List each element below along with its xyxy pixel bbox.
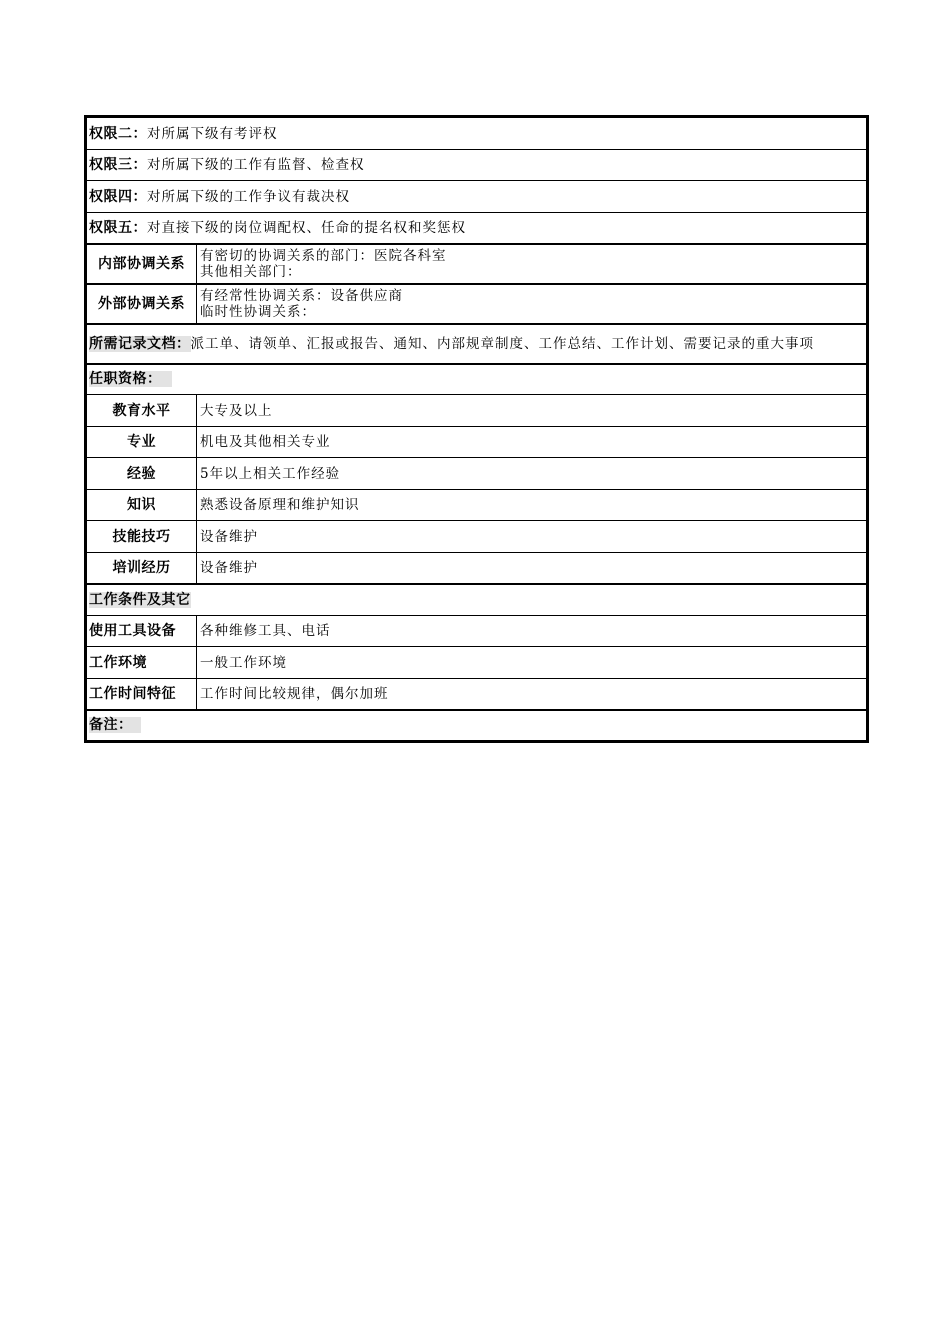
condition-label: 工作时间特征 bbox=[87, 679, 197, 710]
condition-label: 使用工具设备 bbox=[87, 616, 197, 647]
external-coordination-line2: 临时性协调关系： bbox=[200, 303, 316, 320]
authority-row bbox=[87, 181, 867, 213]
qualification-label: 经验 bbox=[87, 458, 197, 490]
qualification-value: 熟悉设备原理和维护知识 bbox=[197, 490, 867, 521]
authority-row bbox=[87, 213, 867, 244]
qualification-row bbox=[87, 521, 867, 553]
internal-coordination-line1: 有密切的协调关系的部门：医院各科室 bbox=[200, 247, 447, 264]
qualification-row bbox=[87, 395, 867, 427]
authority-label: 权限五： bbox=[89, 219, 147, 236]
external-coordination-row bbox=[87, 284, 867, 324]
qualification-row bbox=[87, 490, 867, 521]
authority-label: 权限三： bbox=[89, 157, 147, 173]
qualification-value: 5年以上相关工作经验 bbox=[197, 458, 867, 490]
authority-text: 对所属下级的工作有监督、检查权 bbox=[147, 157, 365, 173]
internal-coordination-line2: 其他相关部门： bbox=[200, 263, 302, 280]
conditions-header: 工作条件及其它 bbox=[89, 591, 191, 608]
authority-row bbox=[87, 150, 867, 181]
external-coordination-line1: 有经常性协调关系：设备供应商 bbox=[200, 287, 403, 304]
qualification-value: 大专及以上 bbox=[197, 395, 867, 427]
records-text: 派工单、请领单、汇报或报告、通知、内部规章制度、工作总结、工作计划、需要记录的重大事项 bbox=[190, 335, 814, 352]
qualification-label: 培训经历 bbox=[87, 553, 197, 584]
qualification-label: 教育水平 bbox=[87, 395, 197, 427]
qualification-value: 设备维护 bbox=[197, 553, 867, 584]
qualifications-header-row bbox=[87, 364, 867, 395]
remarks-label: 备注： bbox=[89, 717, 141, 733]
qualification-label: 知识 bbox=[87, 490, 197, 521]
condition-row bbox=[87, 616, 867, 647]
job-description-table bbox=[86, 117, 867, 741]
qualification-row bbox=[87, 553, 867, 584]
records-label: 所需记录文档： bbox=[89, 335, 191, 352]
qualification-row bbox=[87, 427, 867, 458]
conditions-header-row bbox=[87, 584, 867, 616]
condition-value: 一般工作环境 bbox=[197, 647, 867, 679]
qualification-value: 机电及其他相关专业 bbox=[197, 427, 867, 458]
qualification-value: 设备维护 bbox=[197, 521, 867, 553]
authority-label: 权限四： bbox=[89, 188, 147, 205]
qualification-label: 专业 bbox=[87, 427, 197, 458]
job-description-table-container bbox=[84, 115, 869, 743]
qualification-label: 技能技巧 bbox=[87, 521, 197, 553]
internal-coordination-label: 内部协调关系 bbox=[87, 244, 197, 284]
authority-row bbox=[87, 118, 867, 150]
qualifications-header: 任职资格： bbox=[89, 371, 172, 387]
condition-label: 工作环境 bbox=[87, 647, 197, 679]
authority-label: 权限二： bbox=[89, 125, 147, 142]
internal-coordination-row bbox=[87, 244, 867, 284]
qualification-row bbox=[87, 458, 867, 490]
condition-row bbox=[87, 679, 867, 710]
condition-value: 工作时间比较规律，偶尔加班 bbox=[197, 679, 867, 710]
remarks-row bbox=[87, 710, 867, 741]
external-coordination-label: 外部协调关系 bbox=[87, 284, 197, 324]
condition-value: 各种维修工具、电话 bbox=[197, 616, 867, 647]
authority-text: 对所属下级的工作争议有裁决权 bbox=[147, 188, 350, 205]
authority-text: 对直接下级的岗位调配权、任命的提名权和奖惩权 bbox=[147, 219, 466, 236]
records-row bbox=[87, 324, 867, 364]
condition-row bbox=[87, 647, 867, 679]
authority-text: 对所属下级有考评权 bbox=[147, 125, 278, 142]
